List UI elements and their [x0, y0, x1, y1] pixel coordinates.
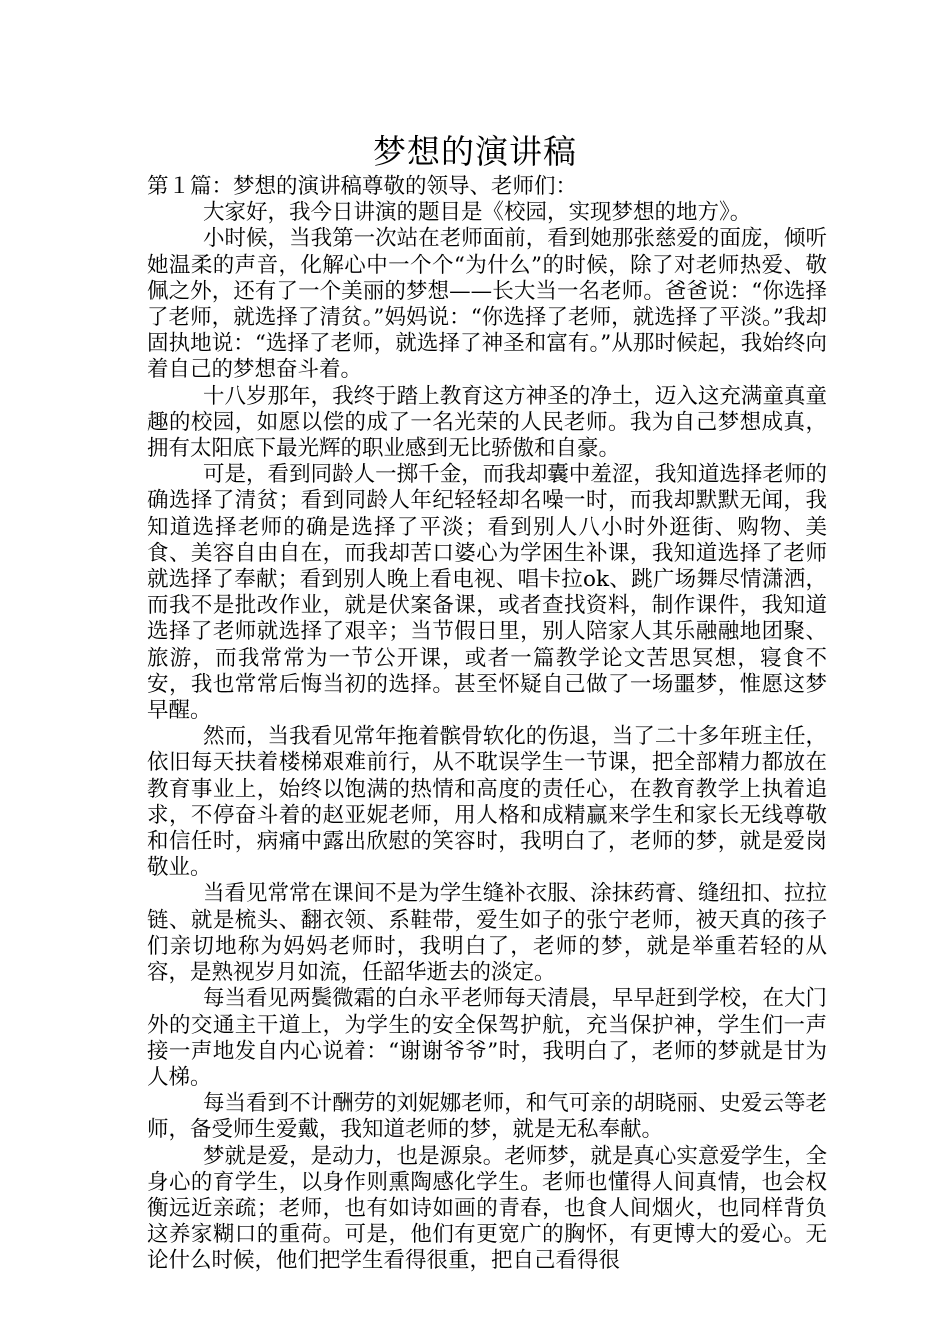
document-body — [147, 174, 827, 1275]
paragraph: 每当看到不计酬劳的刘妮娜老师，和气可亲的胡晓丽、史爱云等老师，备受师生爱戴，我知道老师的梦，就是无私奉献。 — [147, 1091, 827, 1143]
paragraph: 小时候，当我第一次站在老师面前，看到她那张慈爱的面庞，倾听她温柔的声音，化解心中一个个“为什么”的时候，除了对老师热爱、敬佩之外，还有了一个美丽的梦想——长大当一名老师。爸爸说：“你选择了老师，就选择了清贫。”妈妈说：“你选择了老师，就选择了平淡。”我却固执地说：“选择了老师，就选择了神圣和富有。”从那时候起，我始终向着自己的梦想奋斗着。 — [147, 226, 827, 383]
paragraph: 然而，当我看见常年拖着髌骨软化的伤退，当了二十多年班主任，依旧每天扶着楼梯艰难前行，从不耽误学生一节课，把全部精力都放在教育事业上，始终以饱满的热情和高度的责任心，在教育教学上执着追求，不停奋斗着的赵亚妮老师，用人格和成精赢来学生和家长无线尊敬和信任时，病痛中露出欣慰的笑容时，我明白了，老师的梦，就是爱岗敬业。 — [147, 724, 827, 881]
paragraph: 可是，看到同龄人一掷千金，而我却囊中羞涩，我知道选择老师的确选择了清贫；看到同龄人年纪轻轻却名噪一时，而我却默默无闻，我知道选择老师的确是选择了平淡；看到别人八小时外逛街、购物、美食、美容自由自在，而我却苦口婆心为学困生补课，我知道选择了老师就选择了奉献；看到别人晚上看电视、唱卡拉ok、跳广场舞尽情潇洒，而我不是批改作业，就是伏案备课，或者查找资料，制作课件，我知道选择了老师就选择了艰辛；当节假日里，别人陪家人其乐融融地团聚、旅游，而我常常为一节公开课，或者一篇教学论文苦思冥想，寝食不安，我也常常后悔当初的选择。甚至怀疑自己做了一场噩梦，惟愿这梦早醒。 — [147, 462, 827, 724]
paragraph: 大家好，我今日讲演的题目是《校园，实现梦想的地方》。 — [203, 200, 752, 226]
paragraph: 梦就是爱，是动力，也是源泉。老师梦，就是真心实意爱学生，全身心的育学生，以身作则熏陶感化学生。老师也懂得人间真情，也会权衡远近亲疏；老师，也有如诗如画的青春，也食人间烟火，也同样背负这养家糊口的重荷。可是，他们有更宽广的胸怀，有更博大的爱心。无论什么时候，他们把学生看得很重，把自己看得很 — [147, 1143, 827, 1274]
paragraph: 每当看见两鬓微霜的白永平老师每天清晨，早早赶到学校，在大门外的交通主干道上，为学生的安全保驾护航，充当保护神，学生们一声接一声地发自内心说着：“谢谢爷爷”时，我明白了，老师的梦就是甘为人梯。 — [147, 986, 827, 1090]
document-title: 梦想的演讲稿 — [373, 132, 577, 171]
paragraph: 当看见常常在课间不是为学生缝补衣服、涂抹药膏、缝纽扣、拉拉链、就是梳头、翻衣领、系鞋带，爱生如子的张宁老师，被天真的孩子们亲切地称为妈妈老师时，我明白了，老师的梦，就是举重若轻的从容，是熟视岁月如流，任韶华逝去的淡定。 — [147, 881, 827, 986]
paragraph: 十八岁那年，我终于踏上教育这方神圣的净土，迈入这充满童真童趣的校园，如愿以偿的成了一名光荣的人民老师。我为自己梦想成真，拥有太阳底下最光辉的职业感到无比骄傲和自豪。 — [147, 383, 827, 462]
paragraph-heading-line: 第１篇：梦想的演讲稿尊敬的领导、老师们： — [147, 174, 578, 199]
